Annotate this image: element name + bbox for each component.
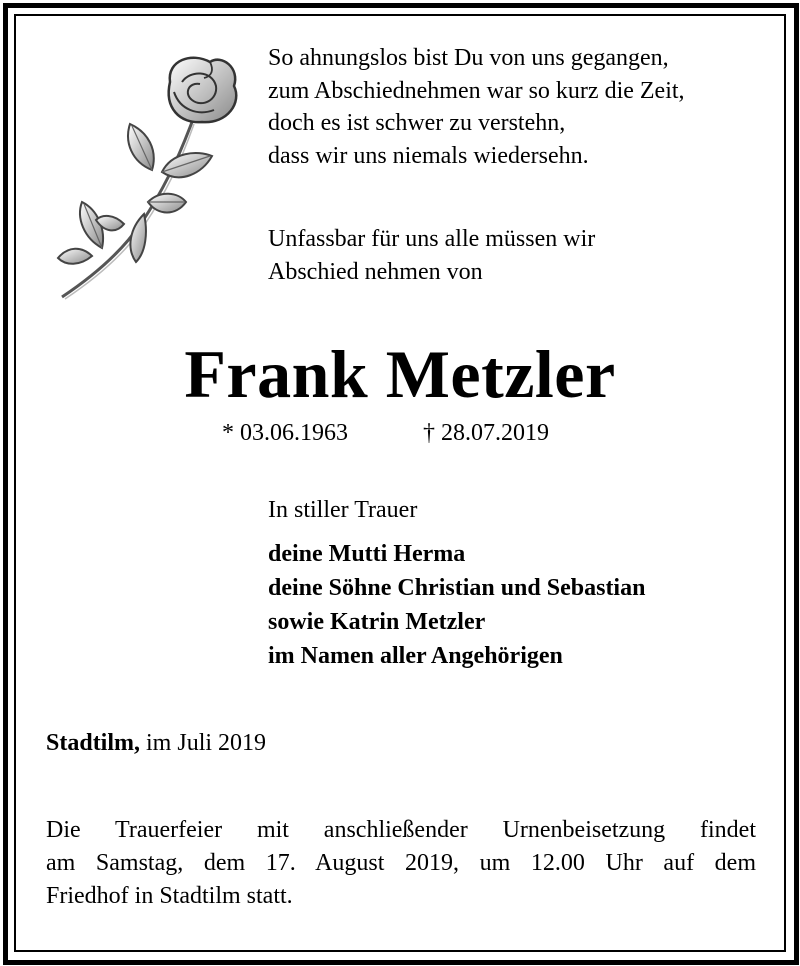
signers-list <box>268 537 645 673</box>
signer: im Namen aller Angehörigen <box>268 643 563 669</box>
notice-line: am Samstag, dem 17. August 2019, um 12.00 Uhr auf dem <box>46 850 756 876</box>
notice-line: Die Trauerfeier mit anschließender Urnenbeisetzung findet <box>46 817 756 843</box>
birth-date: * 03.06.1963 <box>222 420 348 446</box>
poem <box>268 42 685 172</box>
poem-line: zum Abschiednehmen war so kurz die Zeit, <box>268 77 685 104</box>
date: im Juli 2019 <box>146 730 267 756</box>
place: Stadtilm, <box>46 730 141 756</box>
poem-line: dass wir uns niemals wiedersehn. <box>268 142 589 169</box>
signer: deine Söhne Christian und Sebastian <box>268 575 646 601</box>
poem-line: So ahnungslos bist Du von uns gegangen, <box>268 45 669 71</box>
signer: sowie Katrin Metzler <box>268 609 486 635</box>
mourning-heading: In stiller Trauer <box>268 497 418 523</box>
place-date <box>46 728 266 758</box>
intro-line: Unfassbar für uns alle müssen wir <box>268 226 596 252</box>
funeral-notice <box>46 814 756 913</box>
poem-line: doch es ist schwer zu verstehn, <box>268 110 566 136</box>
rose-icon <box>52 52 242 302</box>
intro-text <box>268 223 595 289</box>
intro-line: Abschied nehmen von <box>268 259 483 285</box>
signer: deine Mutti Herma <box>268 541 466 567</box>
notice-line: Friedhof in Stadtilm statt. <box>46 883 293 909</box>
death-date: † 28.07.2019 <box>423 420 549 446</box>
deceased-name: Frank Metzler <box>184 336 616 412</box>
